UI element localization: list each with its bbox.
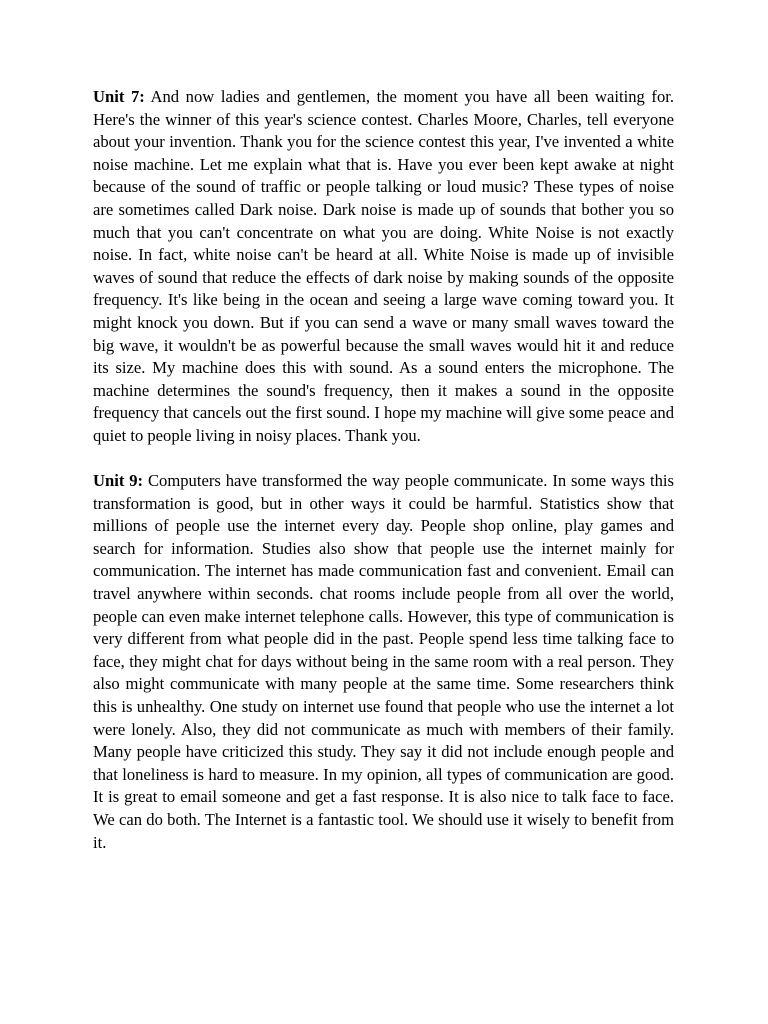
document-page — [93, 86, 674, 854]
unit-9-paragraph — [93, 470, 674, 854]
unit-9-text: Computers have transformed the way people communicate. In some ways this transformation is good, but in other ways it could be harmful. Statistics show that millions of people use the internet every day. People shop online, play games and search for information. Studies also show that people use the internet mainly for communication. The internet has made communication fast and convenient. Email can travel anywhere within seconds. chat rooms include people from all over the world, people can even make internet telephone calls. However, this type of communication is very different from what people did in the past. People spend less time talking face to face, they might chat for days without being in the same room with a real person. They also might communicate with many people at the same time. Some researchers think this is unhealthy. One study on internet use found that people who use the internet a lot were lonely. Also, they did not communicate as much with members of their family. Many people have criticized this study. They say it did not include enough people and that loneliness is hard to measure. In my opinion, all types of communication are good. It is great to email someone and get a fast response. It is also nice to talk face to face. We can do both. The Internet is a fantastic tool. We should use it wisely to benefit from it. — [93, 471, 674, 852]
unit-7-paragraph — [93, 86, 674, 448]
unit-7-text: And now ladies and gentlemen, the moment you have all been waiting for. Here's the winner of this year's science contest. Charles Moore, Charles, tell everyone about your invention. Thank you for the science contest this year, I've invented a white noise machine. Let me explain what that is. Have you ever been kept awake at night because of the sound of traffic or people talking or loud music? These types of noise are sometimes called Dark noise. Dark noise is made up of sounds that bother you so much that you can't concentrate on what you are doing. White Noise is not exactly noise. In fact, white noise can't be heard at all. White Noise is made up of invisible waves of sound that reduce the effects of dark noise by making sounds of the opposite frequency. It's like being in the ocean and seeing a large wave coming toward you. It might knock you down. But if you can send a wave or many small waves toward the big wave, it wouldn't be as powerful because the small waves would hit it and reduce its size. My machine does this with sound. As a sound enters the microphone. The machine determines the sound's frequency, then it makes a sound in the opposite frequency that cancels out the first sound. I hope my machine will give some peace and quiet to people living in noisy places. Thank you. — [93, 87, 674, 445]
unit-9-label: Unit 9: — [93, 471, 144, 491]
unit-7-label: Unit 7: — [93, 87, 145, 106]
